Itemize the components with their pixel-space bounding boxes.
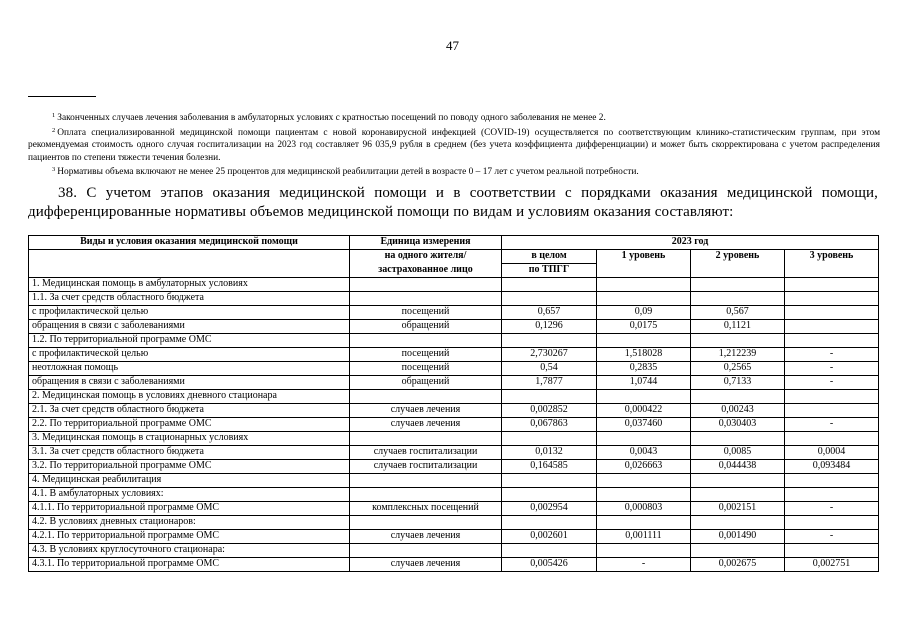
row-total (502, 488, 597, 502)
row-unit (350, 488, 502, 502)
row-level1: 0,037460 (597, 418, 691, 432)
row-total (502, 292, 597, 306)
footnote-mark: 2 (52, 126, 56, 134)
footnote-text: Нормативы объема включают не менее 25 процентов для медицинской реабилитации детей в возрасте 0 – 17 лет с учетом реальной потребности. (57, 167, 639, 178)
row-level1: - (597, 558, 691, 572)
row-name: с профилактической целью (29, 348, 350, 362)
row-total: 0,1296 (502, 320, 597, 334)
row-level2: 0,001490 (691, 530, 785, 544)
row-level3 (785, 488, 879, 502)
row-total (502, 474, 597, 488)
row-level1 (597, 334, 691, 348)
row-level3 (785, 432, 879, 446)
row-level3 (785, 306, 879, 320)
row-level3 (785, 320, 879, 334)
row-total: 0,067863 (502, 418, 597, 432)
row-unit: посещений (350, 362, 502, 376)
table-row (29, 404, 879, 418)
row-level1: 0,026663 (597, 460, 691, 474)
row-name: 3. Медицинская помощь в стационарных условиях (29, 432, 350, 446)
row-level3: - (785, 530, 879, 544)
table-row (29, 558, 879, 572)
row-name: 3.1. За счет средств областного бюджета (29, 446, 350, 460)
row-unit (350, 544, 502, 558)
row-name: обращения в связи с заболеваниями (29, 376, 350, 390)
row-level1: 0,0043 (597, 446, 691, 460)
table-row (29, 502, 879, 516)
table-row (29, 432, 879, 446)
row-level3 (785, 278, 879, 292)
row-total: 2,730267 (502, 348, 597, 362)
table-row (29, 278, 879, 292)
row-total: 0,002954 (502, 502, 597, 516)
row-name: с профилактической целью (29, 306, 350, 320)
row-unit: комплексных посещений (350, 502, 502, 516)
row-level2 (691, 474, 785, 488)
row-unit: посещений (350, 306, 502, 320)
footnote (28, 125, 880, 165)
footnote-text: Оплата специализированной медицинской помощи пациентам с новой коронавирусной инфекцией (COVID-19) осуществляется по соответствующим клинико-статистическим группам, при этом рекомендуемая стоимость одного случая госпитализации на 2023 год составляет 96 035,9 рубля в среднем (без учета коэффициента дифференциации) и может быть скорректирована с учетом распределения пациентов по степени тяжести течения болезни. (28, 127, 880, 163)
row-name: 1.2. По территориальной программе ОМС (29, 334, 350, 348)
row-name: 1. Медицинская помощь в амбулаторных условиях (29, 278, 350, 292)
header-unit-line1: Единица измерения (350, 236, 502, 250)
row-name: 1.1. За счет средств областного бюджета (29, 292, 350, 306)
row-total (502, 544, 597, 558)
row-total: 0,0132 (502, 446, 597, 460)
row-level3 (785, 404, 879, 418)
row-name: 4. Медицинская реабилитация (29, 474, 350, 488)
row-total: 0,657 (502, 306, 597, 320)
row-level2 (691, 390, 785, 404)
intro-paragraph: 38. С учетом этапов оказания медицинской помощи и в соответствии с порядками оказания медицинской помощи, дифференцированные нормативы объемов медицинской помощи по видам и условиям оказания составляют: (28, 185, 878, 220)
header-kinds-blank (29, 264, 350, 278)
header-level1: 1 уровень (597, 250, 691, 278)
row-unit: случаев госпитализации (350, 460, 502, 474)
row-level2: 0,002151 (691, 502, 785, 516)
row-name: 2.1. За счет средств областного бюджета (29, 404, 350, 418)
row-level3: 0,0004 (785, 446, 879, 460)
row-name: обращения в связи с заболеваниями (29, 320, 350, 334)
row-name: 2.2. По территориальной программе ОМС (29, 418, 350, 432)
row-level3 (785, 474, 879, 488)
row-level2 (691, 278, 785, 292)
footnotes (28, 110, 880, 179)
footnote (28, 164, 880, 179)
page-number: 47 (446, 38, 459, 53)
row-name: 4.2.1. По территориальной программе ОМС (29, 530, 350, 544)
table-row (29, 334, 879, 348)
row-unit (350, 516, 502, 530)
row-level2: 0,044438 (691, 460, 785, 474)
table-row (29, 376, 879, 390)
row-level3: - (785, 362, 879, 376)
row-unit (350, 278, 502, 292)
row-unit: обращений (350, 376, 502, 390)
row-total: 0,005426 (502, 558, 597, 572)
row-name: 4.3.1. По территориальной программе ОМС (29, 558, 350, 572)
row-name: 3.2. По территориальной программе ОМС (29, 460, 350, 474)
row-unit (350, 474, 502, 488)
row-level1: 1,518028 (597, 348, 691, 362)
footnote-separator (28, 96, 96, 97)
row-unit: случаев госпитализации (350, 446, 502, 460)
row-name: 4.2. В условиях дневных стационаров: (29, 516, 350, 530)
row-total: 0,164585 (502, 460, 597, 474)
row-level2 (691, 488, 785, 502)
row-level3 (785, 292, 879, 306)
table-body (29, 278, 879, 572)
row-name: 4.1. В амбулаторных условиях: (29, 488, 350, 502)
header-year: 2023 год (502, 236, 879, 250)
row-level1: 0,000803 (597, 502, 691, 516)
norms-table (28, 235, 879, 572)
row-unit: случаев лечения (350, 404, 502, 418)
row-level3: - (785, 418, 879, 432)
header-total-line1: в целом (502, 250, 597, 264)
row-total (502, 516, 597, 530)
table-row (29, 516, 879, 530)
table-row (29, 348, 879, 362)
row-name: 2. Медицинская помощь в условиях дневного стационара (29, 390, 350, 404)
row-level1 (597, 292, 691, 306)
footnote (28, 110, 880, 125)
row-unit (350, 292, 502, 306)
row-level2 (691, 334, 785, 348)
row-name: неотложная помощь (29, 362, 350, 376)
table-row (29, 320, 879, 334)
row-level2 (691, 544, 785, 558)
header-level3: 3 уровень (785, 250, 879, 278)
table-row (29, 418, 879, 432)
row-unit: случаев лечения (350, 418, 502, 432)
row-total (502, 390, 597, 404)
table-row (29, 474, 879, 488)
table-row (29, 488, 879, 502)
row-level1 (597, 390, 691, 404)
row-level2: 0,00243 (691, 404, 785, 418)
row-level3: 0,093484 (785, 460, 879, 474)
row-level3 (785, 544, 879, 558)
row-level2 (691, 292, 785, 306)
footnote-mark: 1 (52, 112, 56, 119)
row-level2: 1,212239 (691, 348, 785, 362)
header-unit-line2: на одного жителя/ (350, 250, 502, 264)
row-level1: 0,0175 (597, 320, 691, 334)
row-level1: 1,0744 (597, 376, 691, 390)
row-unit (350, 334, 502, 348)
row-level1 (597, 544, 691, 558)
row-level3: - (785, 376, 879, 390)
table-row (29, 306, 879, 320)
header-kinds-blank (29, 250, 350, 264)
row-level3 (785, 390, 879, 404)
table-row (29, 362, 879, 376)
row-level2 (691, 432, 785, 446)
row-total: 0,002852 (502, 404, 597, 418)
row-total (502, 278, 597, 292)
header-total-line2: по ТПГГ (502, 264, 597, 278)
row-level3: - (785, 348, 879, 362)
row-level1 (597, 516, 691, 530)
row-level2: 0,567 (691, 306, 785, 320)
row-level2: 0,2565 (691, 362, 785, 376)
table-row (29, 460, 879, 474)
table-row (29, 544, 879, 558)
row-level2 (691, 516, 785, 530)
row-level2: 0,0085 (691, 446, 785, 460)
table-row (29, 446, 879, 460)
row-name: 4.3. В условиях круглосуточного стационара: (29, 544, 350, 558)
row-level1 (597, 474, 691, 488)
row-unit: случаев лечения (350, 558, 502, 572)
row-unit: обращений (350, 320, 502, 334)
row-level1: 0,2835 (597, 362, 691, 376)
row-level2: 0,7133 (691, 376, 785, 390)
row-level1 (597, 278, 691, 292)
footnote-text: Законченных случаев лечения заболевания в амбулаторных условиях с кратностью посещений по поводу одного заболевания не менее 2. (57, 113, 606, 123)
row-unit: случаев лечения (350, 530, 502, 544)
table-row (29, 530, 879, 544)
row-level1: 0,09 (597, 306, 691, 320)
row-level2: 0,002675 (691, 558, 785, 572)
row-level2: 0,1121 (691, 320, 785, 334)
row-total (502, 432, 597, 446)
row-level1: 0,001111 (597, 530, 691, 544)
row-total: 0,002601 (502, 530, 597, 544)
row-unit: посещений (350, 348, 502, 362)
header-level2: 2 уровень (691, 250, 785, 278)
header-unit-line3: застрахованное лицо (350, 264, 502, 278)
row-total: 1,7877 (502, 376, 597, 390)
row-name: 4.1.1. По территориальной программе ОМС (29, 502, 350, 516)
row-level3: 0,002751 (785, 558, 879, 572)
table-row (29, 292, 879, 306)
header-kinds: Виды и условия оказания медицинской помощи (29, 236, 350, 250)
row-level1 (597, 488, 691, 502)
footnote-mark: 3 (52, 166, 56, 174)
row-level3: - (785, 502, 879, 516)
row-level2: 0,030403 (691, 418, 785, 432)
row-level1: 0,000422 (597, 404, 691, 418)
row-level3 (785, 334, 879, 348)
row-level3 (785, 516, 879, 530)
row-unit (350, 432, 502, 446)
row-total: 0,54 (502, 362, 597, 376)
row-level1 (597, 432, 691, 446)
row-total (502, 334, 597, 348)
row-unit (350, 390, 502, 404)
table-row (29, 390, 879, 404)
